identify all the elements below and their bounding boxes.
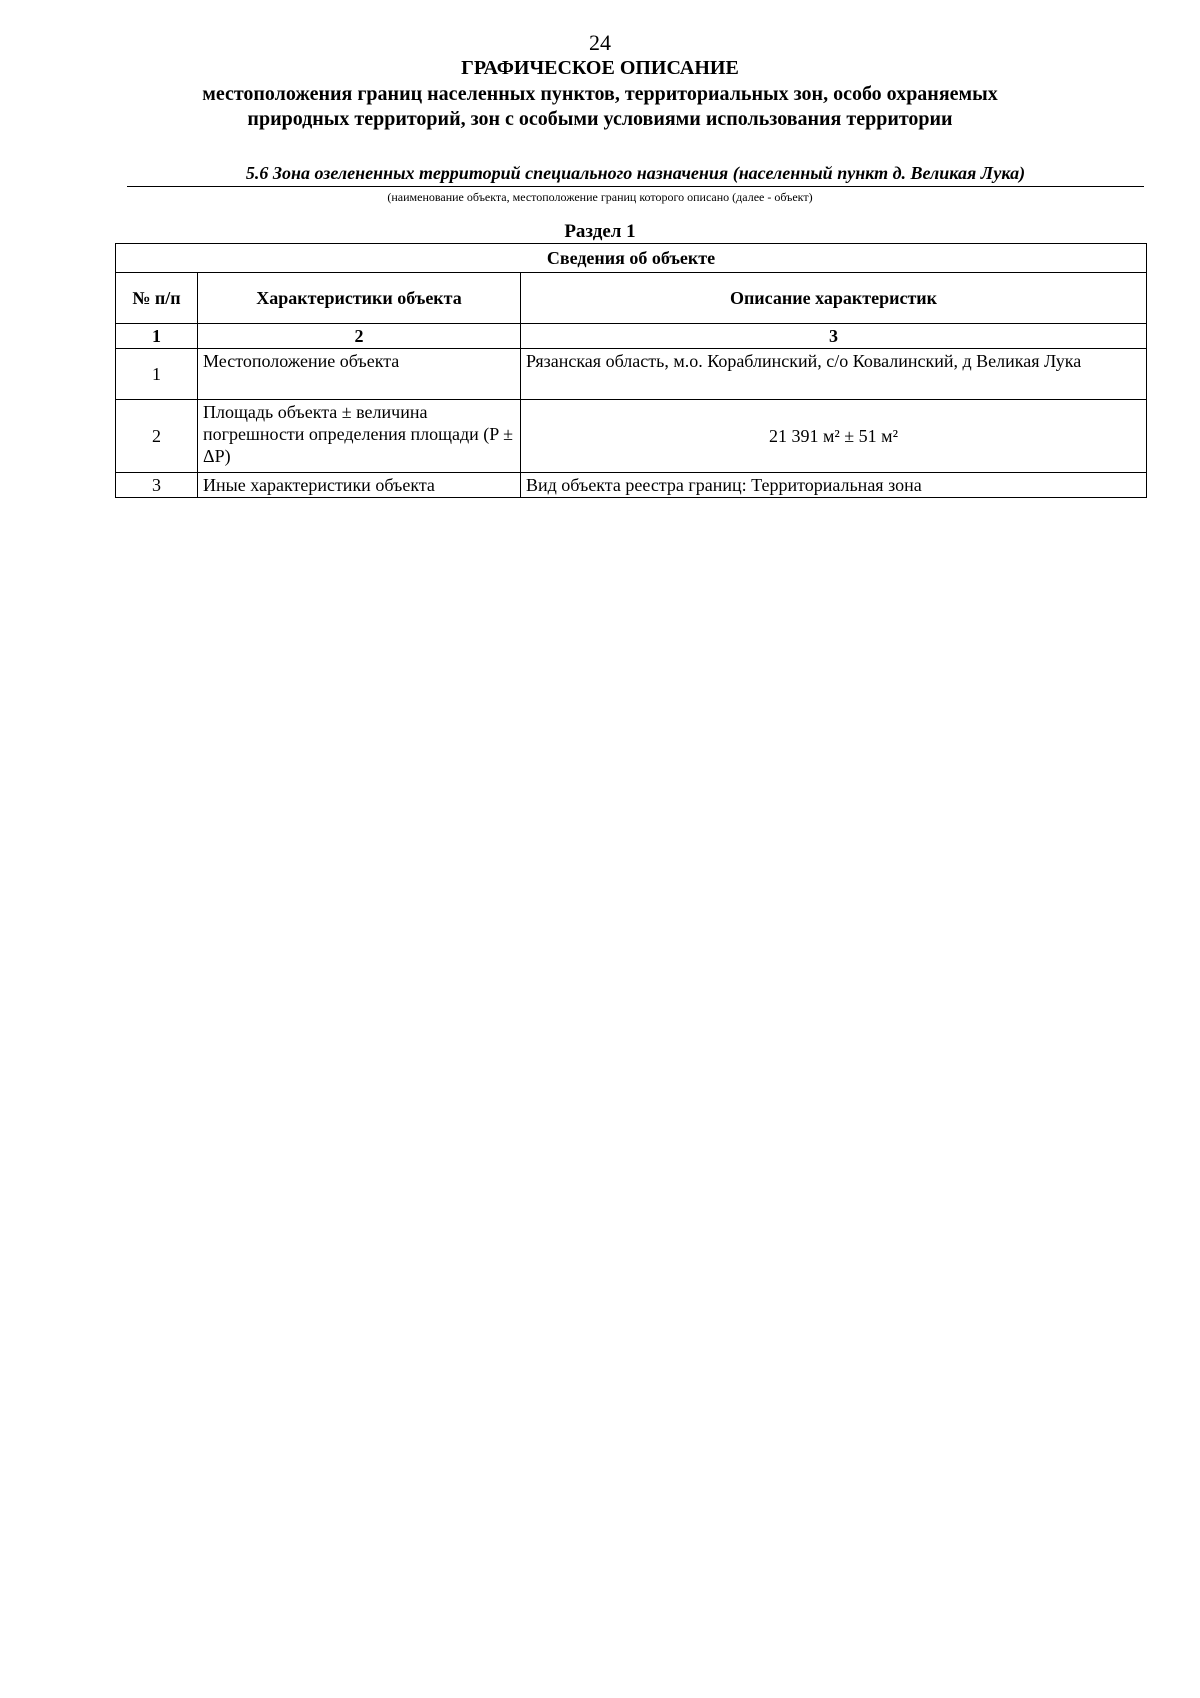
table-caption-row <box>116 244 1147 273</box>
column-number-row <box>116 324 1147 349</box>
row-num: 3 <box>116 473 198 498</box>
row-characteristic: Местоположение объекта <box>198 349 521 400</box>
object-name-caption: (наименование объекта, местоположение границ которого описано (далее - объект) <box>387 190 813 204</box>
row-num: 1 <box>116 349 198 400</box>
column-number: 3 <box>521 324 1147 349</box>
header-description: Описание характеристик <box>521 273 1147 324</box>
header-num: № п/п <box>116 273 198 324</box>
row-characteristic: Площадь объекта ± величина погрешности определения площади (P ± ΔP) <box>198 400 521 473</box>
table-caption: Сведения об объекте <box>116 244 1147 273</box>
page-number: 24 <box>589 30 611 55</box>
document-subtitle: местоположения границ населенных пунктов, территориальных зон, особо охраняемых природных территорий, зон с особыми условиями использования территории <box>202 83 998 130</box>
row-num: 2 <box>116 400 198 473</box>
row-description: Рязанская область, м.о. Кораблинский, с/о Ковалинский, д Великая Лука <box>521 349 1147 400</box>
table-header-row <box>116 273 1147 324</box>
row-description: Вид объекта реестра границ: Территориальная зона <box>521 473 1147 498</box>
column-number: 2 <box>198 324 521 349</box>
column-number: 1 <box>116 324 198 349</box>
section-title: Раздел 1 <box>564 221 636 242</box>
row-description: 21 391 м² ± 51 м² <box>521 400 1147 473</box>
table-row <box>116 349 1147 400</box>
table-row <box>116 400 1147 473</box>
object-info-table <box>115 243 1147 498</box>
table-row <box>116 473 1147 498</box>
object-name: 5.6 Зона озелененных территорий специального назначения (населенный пункт д. Великая Лука) <box>127 162 1144 187</box>
header-characteristic: Характеристики объекта <box>198 273 521 324</box>
row-characteristic: Иные характеристики объекта <box>198 473 521 498</box>
document-title: ГРАФИЧЕСКОЕ ОПИСАНИЕ <box>461 57 739 79</box>
